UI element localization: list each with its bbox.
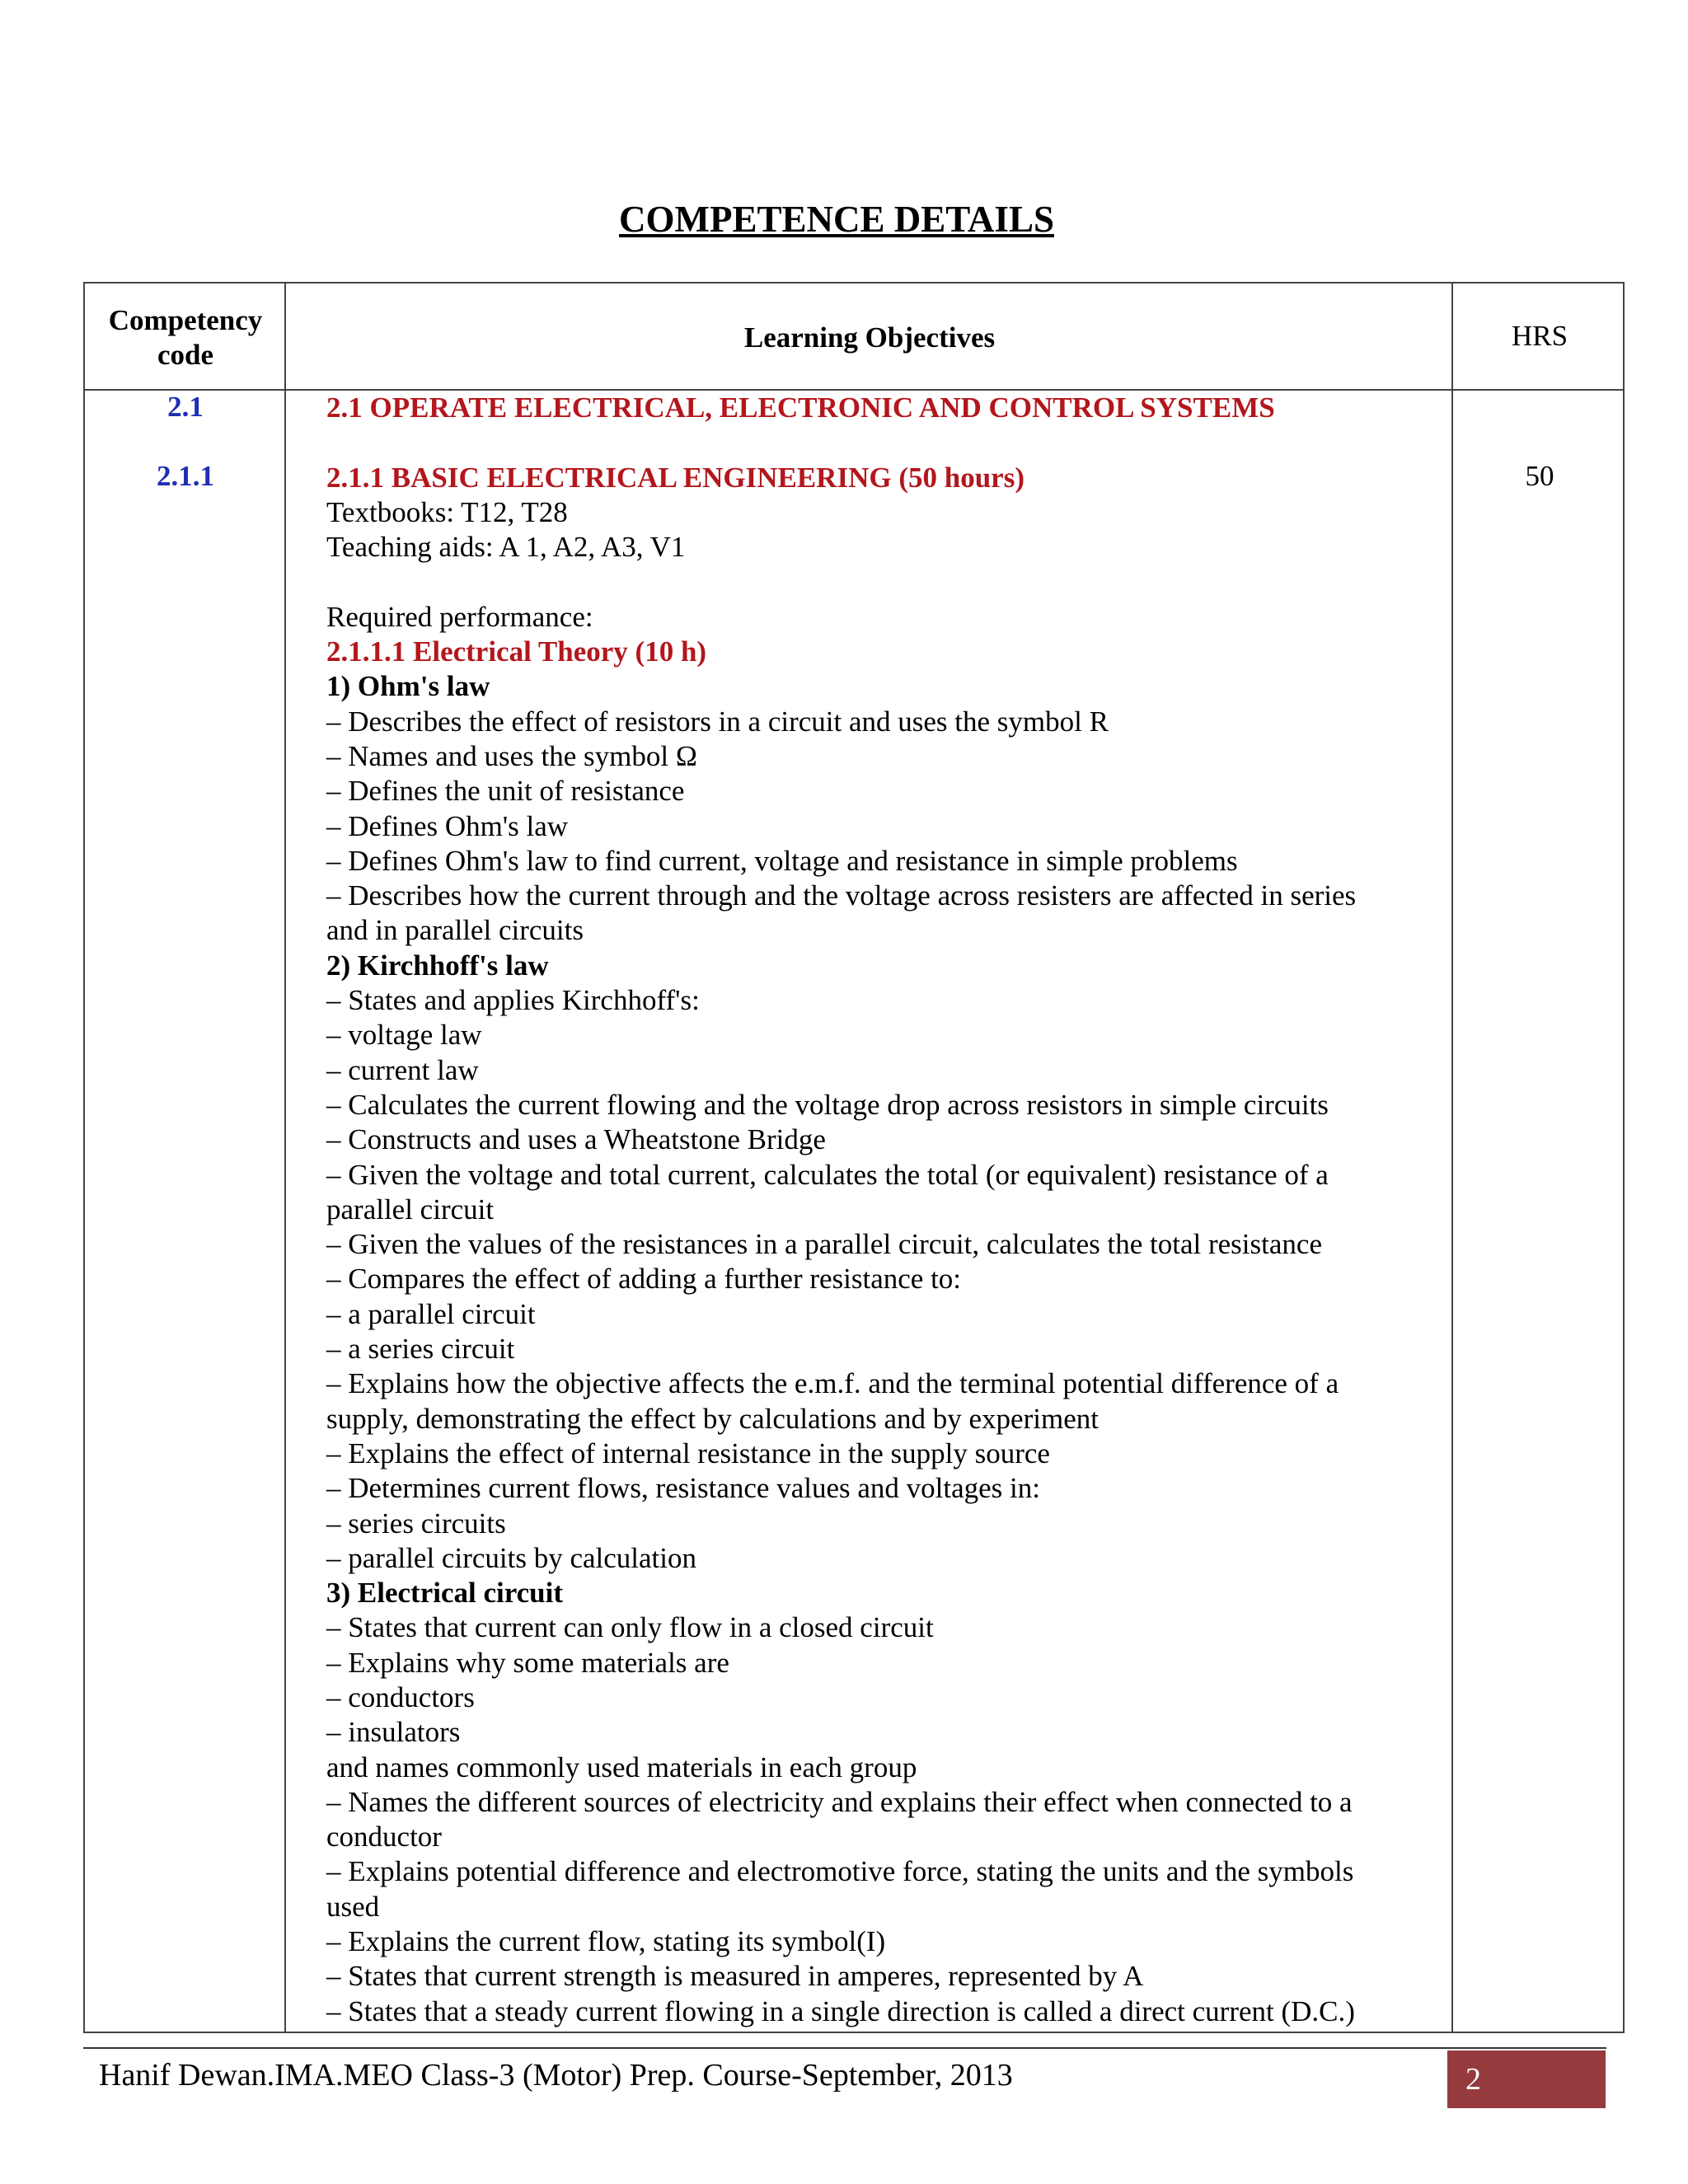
objective-line: – parallel circuits by calculation [326,1541,696,1574]
objective-line: – States that current strength is measured in amperes, represented by A [326,1960,1144,1993]
objective-line: parallel circuit [326,1193,495,1226]
page-number: 2 [1447,2050,1606,2108]
objective-line: – States that current can only flow in a closed circuit [326,1611,934,1644]
objective-line: conductor [326,1821,442,1854]
objective-line: – series circuits [326,1507,506,1540]
column-divider [284,284,286,2032]
objective-line: – voltage law [326,1019,482,1052]
objective-line: – Defines Ohm's law to find current, voltage and resistance in simple problems [326,844,1238,877]
header-learning-objectives: Learning Objectives [743,321,996,354]
topic-title: 3) Electrical circuit [326,1577,564,1610]
section-heading: 2.1.1 BASIC ELECTRICAL ENGINEERING (50 hours) [326,461,1025,494]
footer-divider [83,2047,1606,2049]
teaching-aids: Teaching aids: A 1, A2, A3, V1 [326,531,686,564]
objective-line: – a parallel circuit [326,1297,536,1330]
competence-table [83,282,1625,2033]
objective-line: supply, demonstrating the effect by calculations and by experiment [326,1402,1099,1435]
objective-line: – conductors [326,1680,475,1713]
objective-line: – Determines current flows, resistance values and voltages in: [326,1472,1040,1505]
footer-text: Hanif Dewan.IMA.MEO Class-3 (Motor) Prep. Course-September, 2013 [99,2058,1013,2093]
competency-code: 2.1 [167,391,204,423]
objective-line: – Defines Ohm's law [326,809,569,842]
objective-line: – Names the different sources of electricity and explains their effect when connected to a [326,1785,1353,1818]
objective-line: – States and applies Kirchhoff's: [326,984,700,1017]
subsection-heading: 2.1.1.1 Electrical Theory (10 h) [326,635,707,668]
objective-line: – Given the voltage and total current, calculates the total (or equivalent) resistance of a [326,1158,1329,1191]
objective-line: – States that a steady current flowing in a single direction is called a direct current (D.C.) [326,1994,1355,2027]
objective-line: – Names and uses the symbol Ω [326,739,697,772]
section-heading: 2.1 OPERATE ELECTRICAL, ELECTRONIC AND CONTROL SYSTEMS [326,391,1275,424]
objective-line: – Given the values of the resistances in a parallel circuit, calculates the total resistance [326,1228,1322,1261]
header-competency-code: Competency code [108,304,263,371]
required-performance: Required performance: [326,600,593,633]
objective-line: used [326,1890,380,1923]
topic-title: 2) Kirchhoff's law [326,949,549,982]
objective-line: – Defines the unit of resistance [326,775,685,808]
topic-title: 1) Ohm's law [326,670,490,703]
competency-code: 2.1.1 [157,460,214,492]
objective-line: – a series circuit [326,1333,515,1366]
objective-line: – current law [326,1053,479,1086]
objective-line: – insulators [326,1716,461,1749]
objective-line: and in parallel circuits [326,914,584,947]
objective-line: – Explains how the objective affects the e.m.f. and the terminal potential difference of a [326,1367,1339,1400]
objective-line: – Describes how the current through and the voltage across resisters are affected in series [326,879,1357,912]
objective-line: – Explains the effect of internal resistance in the supply source [326,1436,1050,1469]
objective-line: – Compares the effect of adding a further resistance to: [326,1263,962,1296]
hours-value: 50 [1525,460,1554,492]
objective-line: – Constructs and uses a Wheatstone Bridge [326,1123,826,1156]
learning-objectives-content [326,391,1464,2029]
objective-line: – Explains potential difference and electromotive force, stating the units and the symbols [326,1855,1354,1888]
objective-line: – Explains why some materials are [326,1646,729,1679]
page-title: COMPETENCE DETAILS [618,199,1054,240]
objective-line: and names commonly used materials in each group [326,1750,917,1783]
header-hrs: HRS [1511,320,1568,352]
objective-line: – Explains the current flow, stating its symbol(I) [326,1925,886,1958]
textbooks: Textbooks: T12, T28 [326,495,568,528]
objective-line: – Describes the effect of resistors in a circuit and uses the symbol R [326,705,1109,738]
objective-line: – Calculates the current flowing and the voltage drop across resistors in simple circuits [326,1088,1329,1121]
